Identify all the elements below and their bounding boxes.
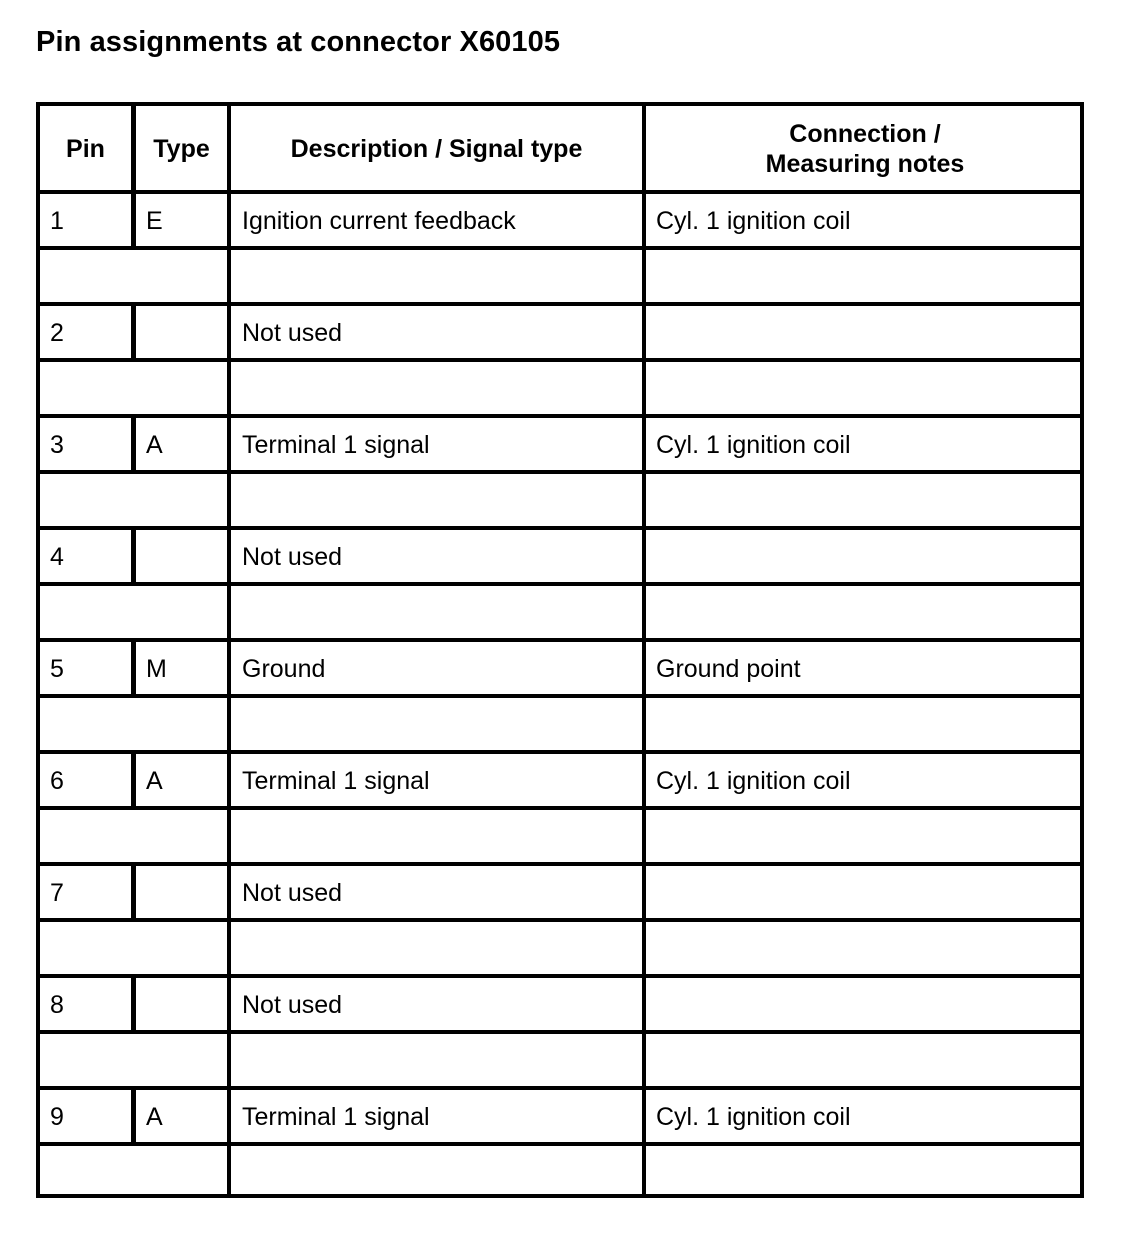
header-connection-line1: Connection /	[789, 120, 941, 148]
row-divider	[40, 638, 1080, 642]
cell-description: Not used	[242, 543, 343, 571]
cell-description: Not used	[242, 879, 343, 907]
cell-description: Not used	[242, 991, 343, 1019]
cell-pin: 5	[50, 655, 64, 683]
cell-pin: 2	[50, 319, 64, 347]
header-description: Description / Signal type	[290, 135, 583, 163]
pin-assignment-table	[36, 102, 1084, 1198]
row-divider	[40, 1030, 1080, 1034]
header-pin: Pin	[66, 135, 105, 163]
cell-description: Ground	[242, 655, 326, 683]
cell-connection: Ground point	[656, 655, 801, 683]
row-divider	[40, 694, 1080, 698]
row-divider	[40, 750, 1080, 754]
row-divider	[40, 414, 1080, 418]
cell-connection: Cyl. 1 ignition coil	[656, 767, 851, 795]
cell-pin: 6	[50, 767, 64, 795]
cell-type: M	[146, 655, 167, 683]
column-divider-type	[131, 194, 136, 248]
row-divider	[40, 358, 1080, 362]
cell-description: Terminal 1 signal	[242, 431, 430, 459]
header-type: Type	[153, 135, 210, 163]
cell-type: A	[146, 1103, 163, 1131]
cell-pin: 9	[50, 1103, 64, 1131]
column-divider-type	[131, 754, 136, 808]
column-divider-type	[131, 866, 136, 920]
cell-connection: Cyl. 1 ignition coil	[656, 1103, 851, 1131]
row-divider	[40, 246, 1080, 250]
cell-description: Ignition current feedback	[242, 207, 516, 235]
cell-description: Not used	[242, 319, 343, 347]
row-divider	[40, 470, 1080, 474]
row-divider	[40, 862, 1080, 866]
row-divider	[40, 1142, 1080, 1146]
page-title: Pin assignments at connector X60105	[36, 26, 561, 58]
row-divider	[40, 582, 1080, 586]
column-divider-type	[131, 530, 136, 584]
cell-connection: Cyl. 1 ignition coil	[656, 431, 851, 459]
cell-pin: 7	[50, 879, 64, 907]
cell-type: A	[146, 767, 163, 795]
cell-type: E	[146, 207, 163, 235]
cell-description: Terminal 1 signal	[242, 767, 430, 795]
column-divider-type	[131, 978, 136, 1032]
row-divider	[40, 974, 1080, 978]
column-divider-type	[131, 642, 136, 696]
cell-pin: 3	[50, 431, 64, 459]
row-divider	[40, 918, 1080, 922]
cell-pin: 4	[50, 543, 64, 571]
column-divider-type	[131, 306, 136, 360]
cell-pin: 8	[50, 991, 64, 1019]
cell-pin: 1	[50, 207, 64, 235]
row-divider	[40, 526, 1080, 530]
column-divider-type	[131, 418, 136, 472]
header-divider	[40, 190, 1080, 194]
column-divider-type	[131, 1090, 136, 1144]
cell-connection: Cyl. 1 ignition coil	[656, 207, 851, 235]
cell-type: A	[146, 431, 163, 459]
row-divider	[40, 302, 1080, 306]
header-connection-line2: Measuring notes	[765, 150, 965, 178]
row-divider	[40, 806, 1080, 810]
cell-description: Terminal 1 signal	[242, 1103, 430, 1131]
row-divider	[40, 1086, 1080, 1090]
